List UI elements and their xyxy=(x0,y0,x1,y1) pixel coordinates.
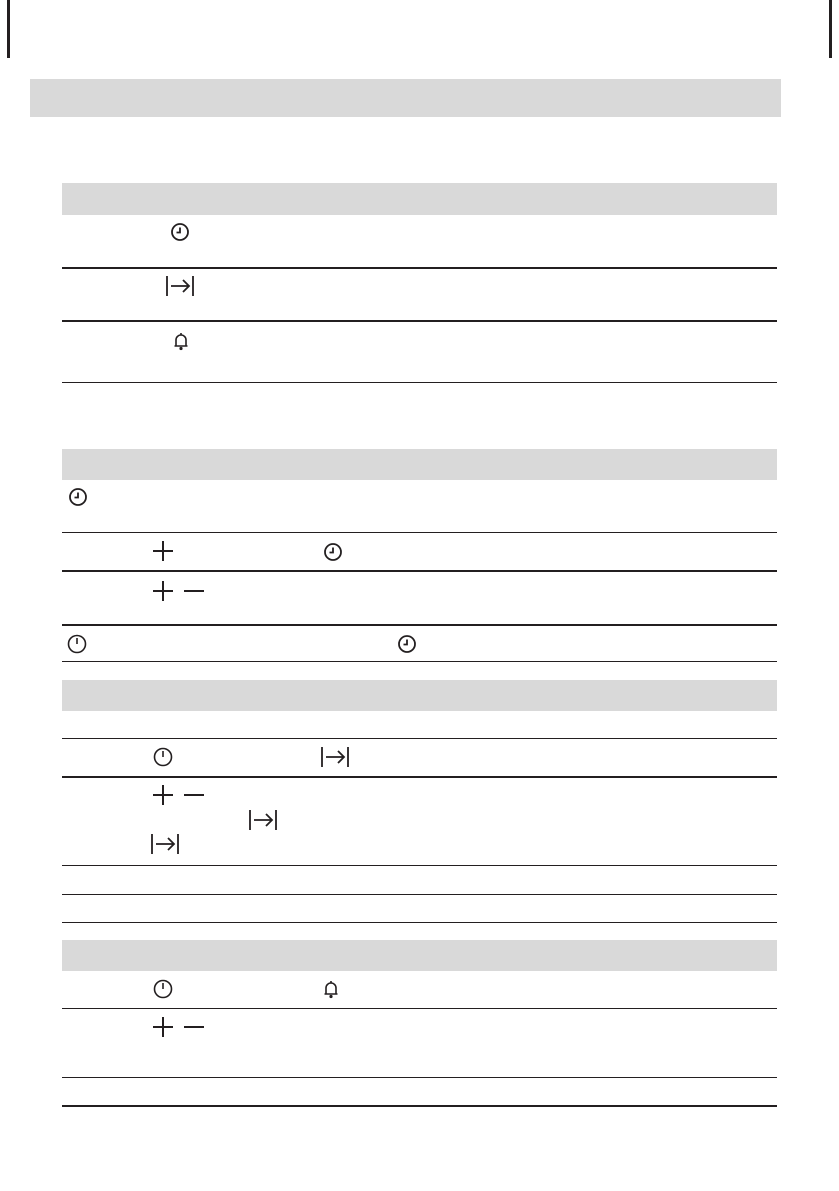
row-divider xyxy=(62,624,777,626)
table-header-row xyxy=(62,449,777,480)
plus-icon xyxy=(152,784,174,806)
row-divider xyxy=(62,382,777,383)
minus-icon xyxy=(183,1016,205,1038)
clock-time-icon xyxy=(67,486,89,508)
section-header-bar xyxy=(30,79,781,117)
row-divider xyxy=(62,320,777,322)
end-arrow-icon xyxy=(247,809,279,831)
power-icon xyxy=(66,633,88,655)
table-header-row xyxy=(62,940,777,971)
row-divider xyxy=(62,894,777,895)
power-icon xyxy=(152,978,174,1000)
end-arrow-icon xyxy=(164,275,196,297)
row-divider xyxy=(62,922,777,923)
plus-icon xyxy=(152,1016,174,1038)
row-divider xyxy=(62,661,777,662)
row-divider xyxy=(62,532,777,533)
row-divider xyxy=(62,776,777,778)
clock-time-icon xyxy=(396,633,418,655)
table-header-row xyxy=(62,680,777,711)
row-divider xyxy=(62,1105,777,1107)
row-divider xyxy=(62,738,777,739)
power-icon xyxy=(152,746,174,768)
clock-time-icon xyxy=(169,221,191,243)
row-divider xyxy=(62,570,777,572)
crop-mark-right xyxy=(829,0,832,58)
row-divider xyxy=(62,267,777,269)
minus-icon xyxy=(183,580,205,602)
minus-icon xyxy=(183,784,205,806)
end-arrow-icon xyxy=(149,833,181,855)
crop-mark-left xyxy=(7,0,10,58)
clock-time-icon xyxy=(322,541,344,563)
row-divider xyxy=(62,1008,777,1009)
end-arrow-icon xyxy=(319,746,351,768)
bell-icon xyxy=(320,978,342,1000)
bell-icon xyxy=(170,330,192,352)
plus-icon xyxy=(152,580,174,602)
row-divider xyxy=(62,1077,777,1078)
plus-icon xyxy=(152,540,174,562)
table-header-row xyxy=(62,183,777,215)
row-divider xyxy=(62,865,777,866)
